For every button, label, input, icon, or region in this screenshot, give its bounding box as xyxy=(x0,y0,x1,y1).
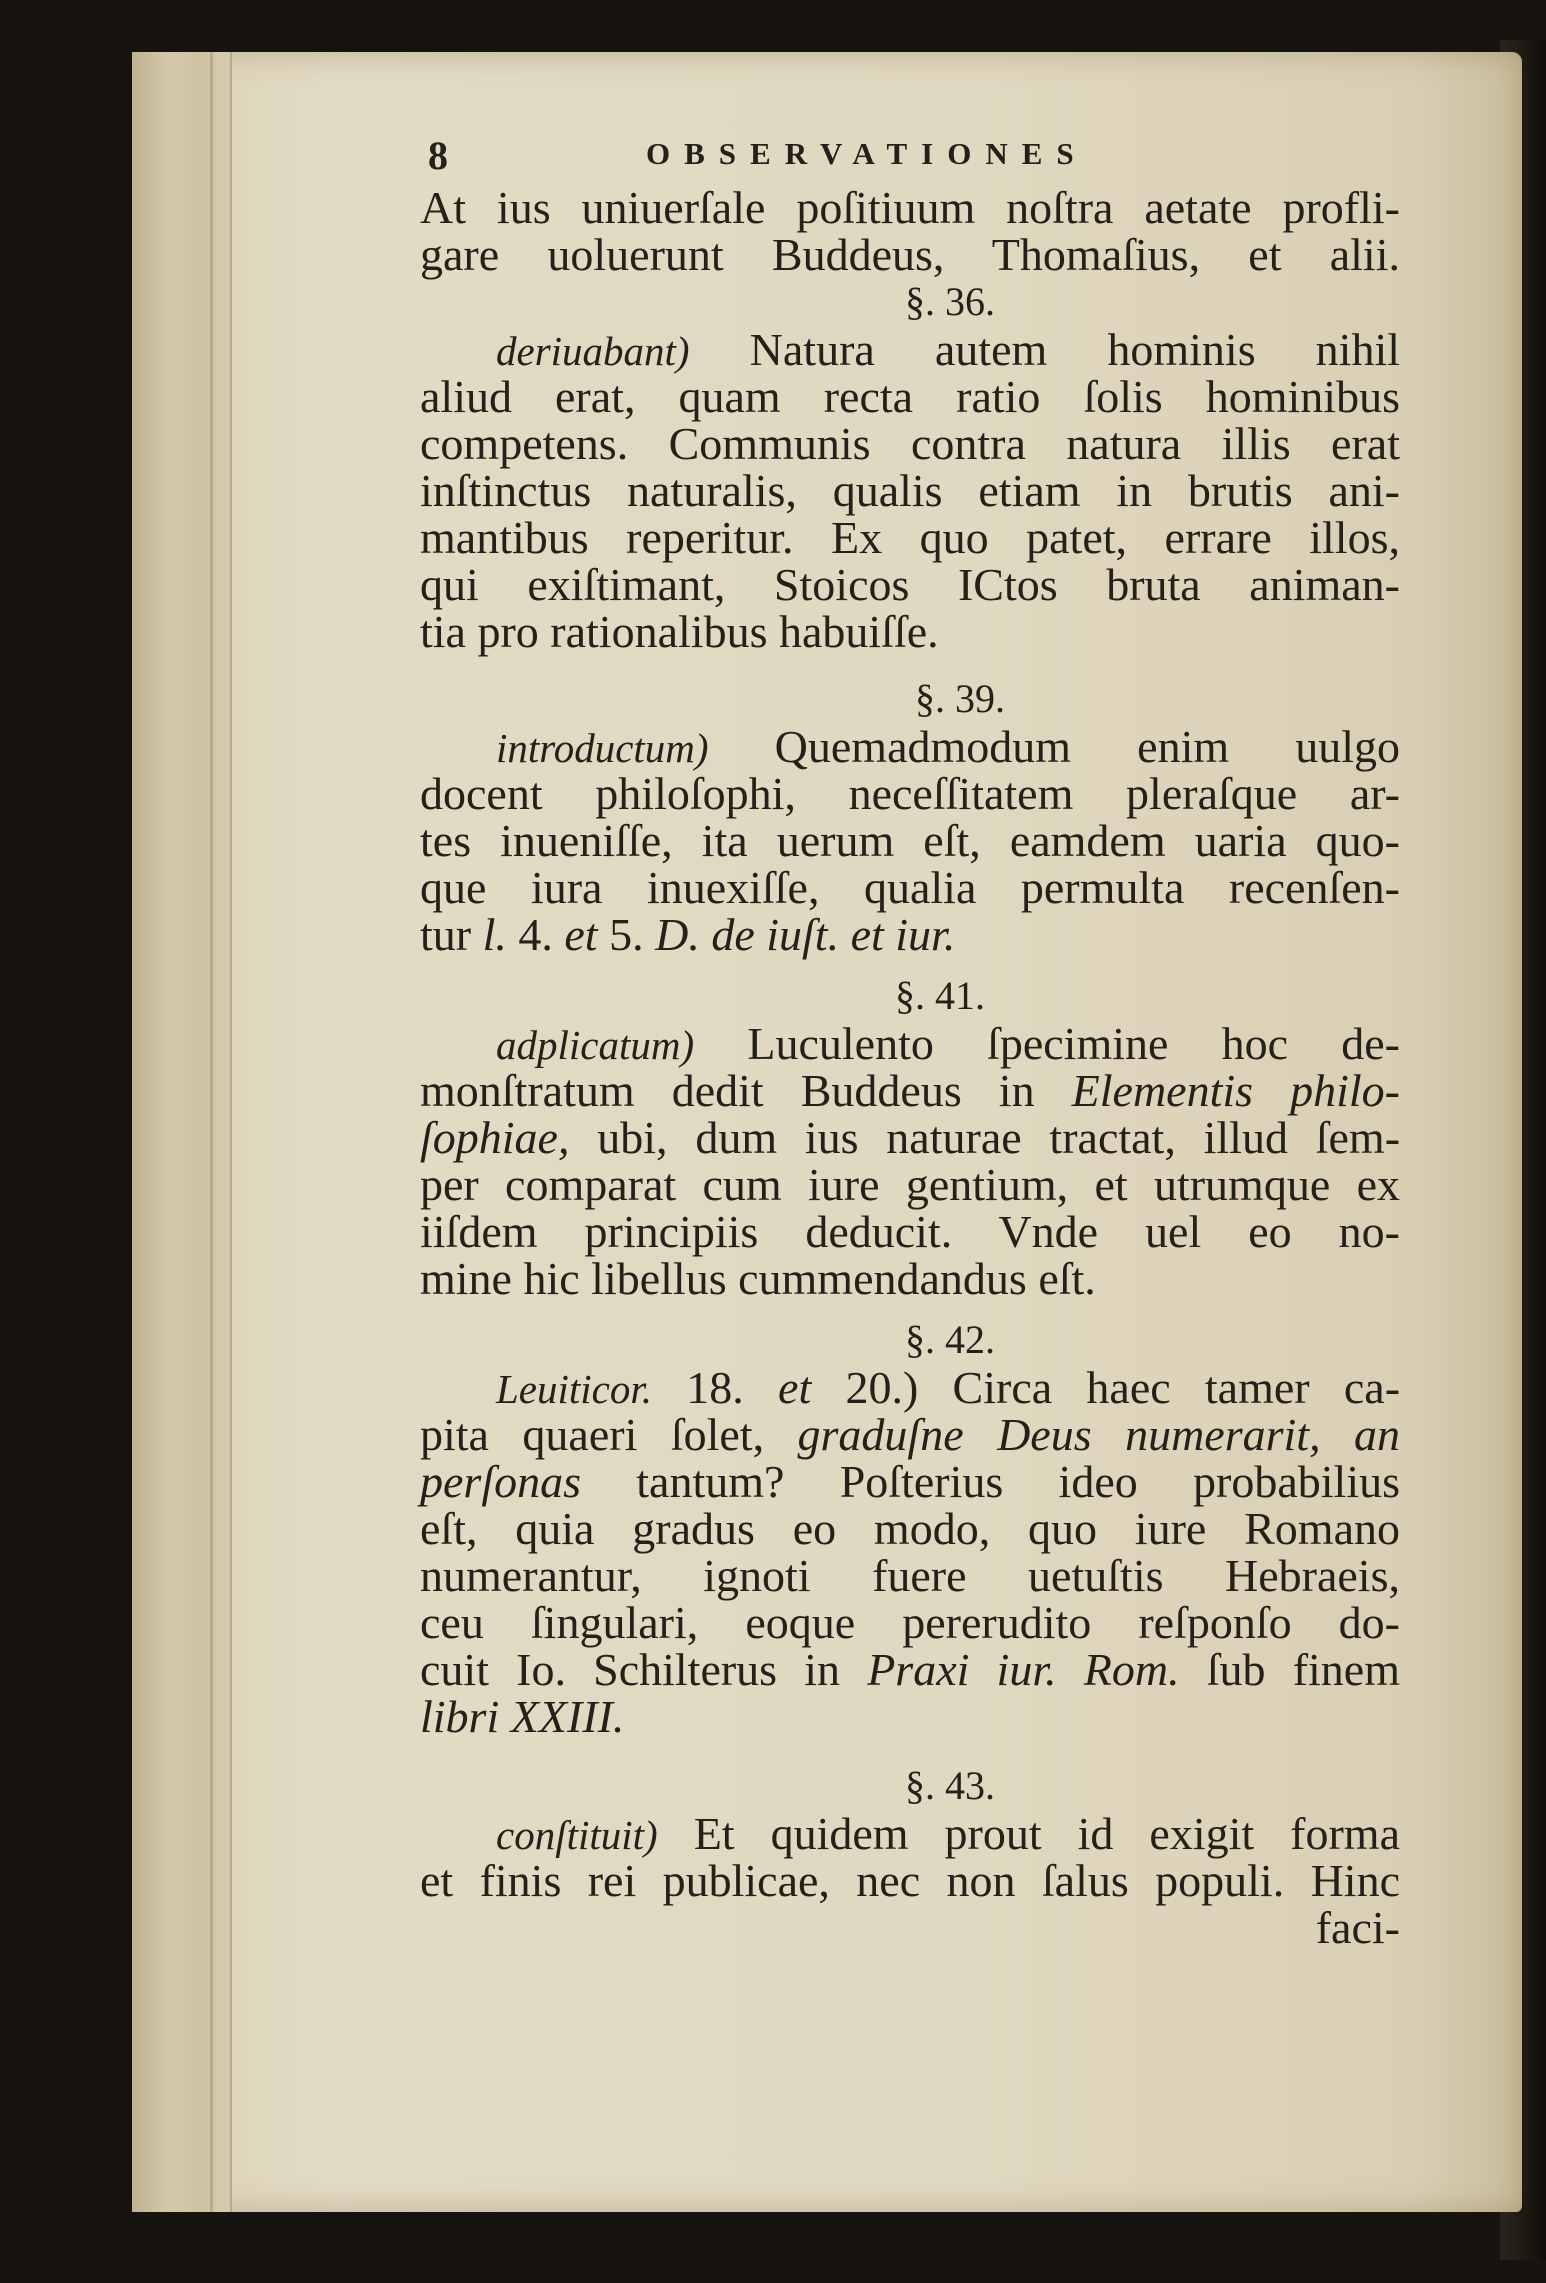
text-line: et finis rei publicae, nec non ſalus populi. Hinc xyxy=(420,1855,1400,1906)
lemma-word: deriuabant) xyxy=(496,328,690,374)
line-text: Et quidem prout id exigit forma xyxy=(693,1808,1401,1859)
text-line-lemma xyxy=(420,326,1400,373)
text-line: per comparat cum iure gentium, et utrumque ex xyxy=(420,1159,1400,1210)
text-line: qui exiſtimant, Stoicos ICtos bruta animan- xyxy=(420,559,1400,610)
line-text: 4. xyxy=(518,909,553,960)
lemma-word: Leuiticor. xyxy=(496,1366,653,1412)
section-heading-43: §. 43. xyxy=(905,1763,995,1808)
text-line-lemma xyxy=(420,1810,1400,1857)
page-header xyxy=(420,122,1400,184)
citation-italic: et xyxy=(778,1362,812,1413)
page-text-block xyxy=(420,122,1400,1951)
text-line: que iura inuexiſſe, qualia permulta recenſen- xyxy=(420,862,1400,913)
text-line: tia pro rationalibus habuiſſe. xyxy=(420,606,939,657)
section-heading-36: §. 36. xyxy=(905,279,995,324)
title-italic: Praxi iur. Rom. xyxy=(867,1644,1180,1695)
line-text: ubi, dum ius naturae tractat, illud ſem- xyxy=(597,1112,1401,1163)
text-line: iiſdem principiis deducit. Vnde uel eo no- xyxy=(420,1206,1400,1257)
line-text: pita quaeri ſolet, xyxy=(420,1409,765,1460)
text-line: docent philoſophi, neceſſitatem pleraſque ar- xyxy=(420,768,1400,819)
catchword: faci- xyxy=(1315,1902,1400,1953)
line-text: 20.) Circa haec tamer ca- xyxy=(845,1362,1401,1413)
text-line: gare uoluerunt Buddeus, Thomaſius, et alii. xyxy=(420,229,1400,280)
line-text: monſtratum dedit Buddeus in xyxy=(420,1065,1035,1116)
text-line: mine hic libellus cummendandus eſt. xyxy=(420,1253,1096,1304)
question-italic: perſonas xyxy=(420,1456,581,1507)
page-gutter-edge xyxy=(132,52,232,2212)
lemma-word: introductum) xyxy=(496,725,709,771)
lemma-word: conſtituit) xyxy=(496,1812,658,1858)
line-text: 18. xyxy=(686,1362,744,1413)
section-heading-42: §. 42. xyxy=(905,1317,995,1362)
line-text: tantum? Poſterius ideo probabilius xyxy=(636,1456,1400,1507)
text-line-lemma xyxy=(420,723,1400,770)
text-line: competens. Communis contra natura illis erat xyxy=(420,418,1400,469)
text-line: eſt, quia gradus eo modo, quo iure Romano xyxy=(420,1503,1400,1554)
section-heading-41: §. 41. xyxy=(895,973,985,1018)
lemma-word: adplicatum) xyxy=(496,1022,695,1068)
text-line: tes inueniſſe, ita uerum eſt, eamdem uaria quo- xyxy=(420,815,1400,866)
citation-italic: l. xyxy=(482,909,507,960)
title-italic: ſophiae, xyxy=(420,1112,570,1163)
section-heading-39: §. 39. xyxy=(915,676,1005,721)
text-line: numerantur, ignoti fuere uetuſtis Hebraeis, xyxy=(420,1550,1400,1601)
text-line xyxy=(420,1067,1400,1114)
line-text: ſub finem xyxy=(1206,1644,1400,1695)
line-text: Luculento ſpecimine hoc de- xyxy=(747,1018,1400,1069)
text-line-citation xyxy=(420,911,1400,958)
line-text: Natura autem hominis nihil xyxy=(749,324,1401,375)
text-line-lemma xyxy=(420,1364,1400,1411)
text-line: At ius uniuerſale poſitiuum noſtra aetate profli- xyxy=(420,182,1400,233)
line-text: Quemadmodum enim uulgo xyxy=(774,721,1401,772)
page-number: 8 xyxy=(428,133,448,178)
text-line-italic: libri XXIII. xyxy=(420,1691,625,1742)
title-italic: Elementis philo- xyxy=(1071,1065,1400,1116)
text-line xyxy=(420,1458,1400,1505)
line-text: 5. xyxy=(609,909,644,960)
line-text: cuit Io. Schilterus in xyxy=(420,1644,841,1695)
text-line: mantibus reperitur. Ex quo patet, errare illos, xyxy=(420,512,1400,563)
question-italic: graduſne Deus numerarit, an xyxy=(797,1409,1401,1460)
line-text: tur xyxy=(420,909,472,960)
text-line: ceu ſingulari, eoque pererudito reſponſo do- xyxy=(420,1597,1400,1648)
text-line xyxy=(420,1114,1400,1161)
text-line xyxy=(420,1646,1400,1693)
text-line xyxy=(420,1411,1400,1458)
text-line-lemma xyxy=(420,1020,1400,1067)
text-line: inſtinctus naturalis, qualis etiam in brutis ani- xyxy=(420,465,1400,516)
text-line: aliud erat, quam recta ratio ſolis hominibus xyxy=(420,371,1400,422)
citation-italic: D. de iuſt. et iur. xyxy=(655,909,956,960)
citation-italic: et xyxy=(564,909,598,960)
running-head: OBSERVATIONES xyxy=(646,136,1088,171)
